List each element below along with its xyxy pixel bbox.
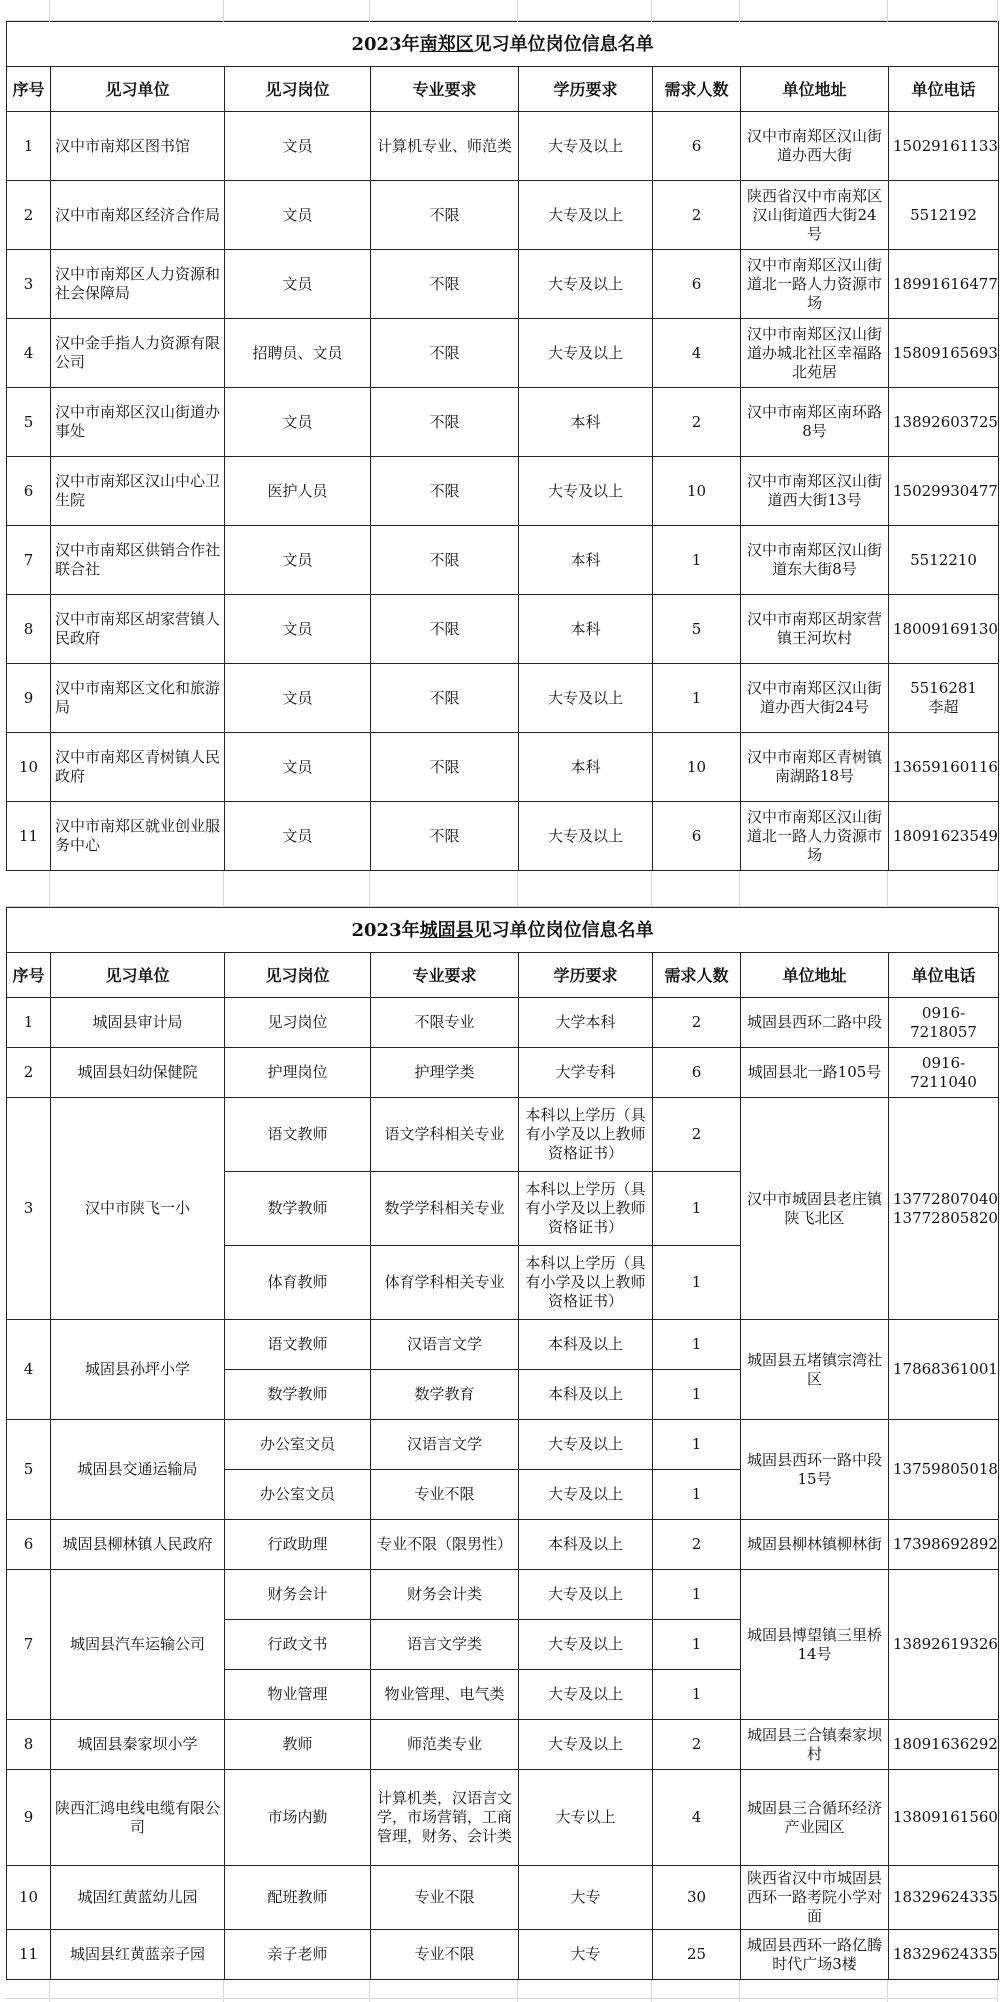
cell-edu: 大专及以上 xyxy=(519,1620,653,1670)
tel-line: 13772807040 xyxy=(893,1189,998,1208)
cell-post: 财务会计 xyxy=(225,1570,371,1620)
cell-edu: 本科 xyxy=(519,526,653,595)
cell-count: 1 xyxy=(653,1570,741,1620)
cell-no: 7 xyxy=(7,526,51,595)
cell-post: 行政助理 xyxy=(225,1520,371,1570)
cell-major: 专业不限 xyxy=(371,1930,519,1980)
cell-unit: 陕西汇鸿电线电缆有限公司 xyxy=(51,1770,225,1866)
cell-no: 5 xyxy=(7,388,51,457)
cell-count: 1 xyxy=(653,1670,741,1720)
cell-count: 2 xyxy=(653,1720,741,1770)
cell-tel xyxy=(889,664,999,733)
col-header: 见习岗位 xyxy=(225,67,371,112)
cell-post: 办公室文员 xyxy=(225,1470,371,1520)
cell-tel: 18329624335 xyxy=(889,1866,999,1930)
empty-grid-row xyxy=(6,871,998,907)
cell-no: 2 xyxy=(7,1048,51,1098)
cell-count: 4 xyxy=(653,319,741,388)
table-row xyxy=(7,319,999,388)
cell-count: 1 xyxy=(653,1370,741,1420)
cell-no: 7 xyxy=(7,1570,51,1720)
cell-post: 文员 xyxy=(225,250,371,319)
nanzheng-table xyxy=(6,21,999,871)
cell-post: 办公室文员 xyxy=(225,1420,371,1470)
cell-post: 文员 xyxy=(225,112,371,181)
cell-no: 6 xyxy=(7,457,51,526)
cell-unit: 汉中金手指人力资源有限公司 xyxy=(51,319,225,388)
cell-count: 4 xyxy=(653,1770,741,1866)
cell-no: 1 xyxy=(7,998,51,1048)
table-title: 2023年南郑区见习单位岗位信息名单 xyxy=(7,22,999,67)
cell-post: 体育教师 xyxy=(225,1246,371,1320)
cell-unit: 城固县柳林镇人民政府 xyxy=(51,1520,225,1570)
cell-unit: 汉中市陕飞一小 xyxy=(51,1098,225,1320)
cell-post: 文员 xyxy=(225,595,371,664)
table-row xyxy=(7,1098,999,1172)
cell-no: 8 xyxy=(7,595,51,664)
cell-count: 1 xyxy=(653,1172,741,1246)
col-header: 序号 xyxy=(7,67,51,112)
cell-addr: 城固县五堵镇宗湾社区 xyxy=(741,1320,889,1420)
cell-tel: 13809161560 xyxy=(889,1770,999,1866)
table-row xyxy=(7,1866,999,1930)
cell-post: 教师 xyxy=(225,1720,371,1770)
cell-count: 25 xyxy=(653,1930,741,1980)
cell-tel: 13759805018 xyxy=(889,1420,999,1520)
cell-major: 汉语言文学 xyxy=(371,1320,519,1370)
cell-count: 6 xyxy=(653,112,741,181)
cell-addr: 汉中市南郑区汉山街道办西大街24号 xyxy=(741,664,889,733)
cell-addr: 城固县西环一路中段15号 xyxy=(741,1420,889,1520)
cell-tel: 5512192 xyxy=(889,181,999,250)
cell-count: 2 xyxy=(653,1520,741,1570)
cell-no: 3 xyxy=(7,1098,51,1320)
cell-post: 文员 xyxy=(225,526,371,595)
cell-edu: 本科及以上 xyxy=(519,1370,653,1420)
header-row xyxy=(7,67,999,112)
cell-post: 招聘员、文员 xyxy=(225,319,371,388)
cell-edu: 大专及以上 xyxy=(519,802,653,871)
tel-contact: 李超 xyxy=(928,698,959,716)
cell-major: 语言文学类 xyxy=(371,1620,519,1670)
col-header: 专业要求 xyxy=(371,953,519,998)
col-header: 单位电话 xyxy=(889,953,999,998)
cell-count: 6 xyxy=(653,1048,741,1098)
cell-count: 6 xyxy=(653,802,741,871)
cell-edu: 大专 xyxy=(519,1866,653,1930)
tel-line: 13772805820 xyxy=(893,1208,998,1227)
cell-addr: 城固县西环二路中段 xyxy=(741,998,889,1048)
chenggu-table xyxy=(6,907,999,1980)
cell-no: 4 xyxy=(7,319,51,388)
table-row xyxy=(7,1570,999,1620)
cell-edu: 大专及以上 xyxy=(519,250,653,319)
table-row xyxy=(7,1930,999,1980)
cell-addr: 城固县西环一路亿腾时代广场3楼 xyxy=(741,1930,889,1980)
cell-major: 数学学科相关专业 xyxy=(371,1172,519,1246)
cell-tel: 5512210 xyxy=(889,526,999,595)
cell-addr: 汉中市城固县老庄镇陕飞北区 xyxy=(741,1098,889,1320)
table-row xyxy=(7,250,999,319)
cell-unit: 汉中市南郑区供销合作社联合社 xyxy=(51,526,225,595)
cell-count: 5 xyxy=(653,595,741,664)
cell-unit: 汉中市南郑区图书馆 xyxy=(51,112,225,181)
cell-addr: 汉中市南郑区青树镇南湖路18号 xyxy=(741,733,889,802)
table-row xyxy=(7,1420,999,1470)
cell-count: 2 xyxy=(653,181,741,250)
cell-tel: 18009169130 xyxy=(889,595,999,664)
cell-unit: 城固县交通运输局 xyxy=(51,1420,225,1520)
col-header: 学历要求 xyxy=(519,67,653,112)
cell-no: 11 xyxy=(7,1930,51,1980)
cell-post: 文员 xyxy=(225,181,371,250)
col-header: 需求人数 xyxy=(653,67,741,112)
cell-count: 6 xyxy=(653,250,741,319)
cell-unit: 汉中市南郑区经济合作局 xyxy=(51,181,225,250)
cell-tel: 15029161133 xyxy=(889,112,999,181)
col-header: 单位电话 xyxy=(889,67,999,112)
cell-post: 文员 xyxy=(225,802,371,871)
cell-unit: 汉中市南郑区汉山街道办事处 xyxy=(51,388,225,457)
cell-major: 体育学科相关专业 xyxy=(371,1246,519,1320)
cell-unit: 汉中市南郑区青树镇人民政府 xyxy=(51,733,225,802)
table-row xyxy=(7,457,999,526)
cell-edu: 大专及以上 xyxy=(519,457,653,526)
cell-edu: 大专及以上 xyxy=(519,1470,653,1520)
cell-count: 10 xyxy=(653,733,741,802)
cell-addr: 汉中市南郑区汉山街道西大街13号 xyxy=(741,457,889,526)
cell-unit: 城固县秦家坝小学 xyxy=(51,1720,225,1770)
cell-addr: 城固县博望镇三里桥14号 xyxy=(741,1570,889,1720)
cell-addr: 陕西省汉中市城固县西环一路考院小学对面 xyxy=(741,1866,889,1930)
cell-edu: 大学本科 xyxy=(519,998,653,1048)
cell-unit: 城固县孙坪小学 xyxy=(51,1320,225,1420)
cell-major: 汉语言文学 xyxy=(371,1420,519,1470)
cell-unit: 汉中市南郑区胡家营镇人民政府 xyxy=(51,595,225,664)
cell-unit: 汉中市南郑区汉山中心卫生院 xyxy=(51,457,225,526)
cell-post: 护理岗位 xyxy=(225,1048,371,1098)
cell-post: 市场内勤 xyxy=(225,1770,371,1866)
col-header: 单位地址 xyxy=(741,953,889,998)
table-row xyxy=(7,664,999,733)
cell-addr: 城固县北一路105号 xyxy=(741,1048,889,1098)
col-header: 学历要求 xyxy=(519,953,653,998)
cell-tel: 13659160116 xyxy=(889,733,999,802)
table-row xyxy=(7,998,999,1048)
cell-post: 文员 xyxy=(225,733,371,802)
cell-edu: 大专及以上 xyxy=(519,1670,653,1720)
table-title: 2023年城固县见习单位岗位信息名单 xyxy=(7,908,999,953)
cell-addr: 陕西省汉中市南郑区汉山街道西大街24号 xyxy=(741,181,889,250)
cell-addr: 汉中市南郑区汉山街道北一路人力资源市场 xyxy=(741,802,889,871)
cell-no: 9 xyxy=(7,1770,51,1866)
cell-major: 物业管理、电气类 xyxy=(371,1670,519,1720)
cell-major: 不限 xyxy=(371,526,519,595)
cell-major: 不限 xyxy=(371,802,519,871)
cell-count: 30 xyxy=(653,1866,741,1930)
col-header: 序号 xyxy=(7,953,51,998)
cell-edu: 大专及以上 xyxy=(519,1720,653,1770)
table-row xyxy=(7,595,999,664)
cell-edu: 本科及以上 xyxy=(519,1520,653,1570)
cell-unit: 汉中市南郑区文化和旅游局 xyxy=(51,664,225,733)
cell-addr: 城固县柳林镇柳林街 xyxy=(741,1520,889,1570)
cell-no: 2 xyxy=(7,181,51,250)
cell-addr: 汉中市南郑区汉山街道东大街8号 xyxy=(741,526,889,595)
cell-tel: 0916-7211040 xyxy=(889,1048,999,1098)
table-row xyxy=(7,1770,999,1866)
cell-major: 不限 xyxy=(371,733,519,802)
table-row xyxy=(7,1320,999,1370)
cell-tel: 17398692892 xyxy=(889,1520,999,1570)
col-header: 见习岗位 xyxy=(225,953,371,998)
table-row xyxy=(7,526,999,595)
cell-tel: 18091636292 xyxy=(889,1720,999,1770)
cell-edu: 大专 xyxy=(519,1930,653,1980)
cell-post: 医护人员 xyxy=(225,457,371,526)
cell-count: 1 xyxy=(653,1420,741,1470)
cell-no: 6 xyxy=(7,1520,51,1570)
cell-edu: 本科 xyxy=(519,733,653,802)
cell-major: 不限 xyxy=(371,457,519,526)
cell-major: 计算机类，汉语言文学，市场营销，工商管理，财务、会计类 xyxy=(371,1770,519,1866)
cell-major: 不限 xyxy=(371,319,519,388)
col-header: 需求人数 xyxy=(653,953,741,998)
col-header: 专业要求 xyxy=(371,67,519,112)
table-row xyxy=(7,1520,999,1570)
cell-count: 1 xyxy=(653,1320,741,1370)
table-row xyxy=(7,1048,999,1098)
cell-post: 语文教师 xyxy=(225,1098,371,1172)
cell-major: 数学教育 xyxy=(371,1370,519,1420)
cell-edu: 本科以上学历（具有小学及以上教师资格证书） xyxy=(519,1172,653,1246)
cell-post: 亲子老师 xyxy=(225,1930,371,1980)
cell-addr: 汉中市南郑区南环路8号 xyxy=(741,388,889,457)
cell-post: 物业管理 xyxy=(225,1670,371,1720)
cell-post: 数学教师 xyxy=(225,1370,371,1420)
cell-major: 不限 xyxy=(371,595,519,664)
cell-edu: 大专及以上 xyxy=(519,664,653,733)
cell-post: 见习岗位 xyxy=(225,998,371,1048)
tel-line: 5516281 xyxy=(910,679,977,697)
cell-major: 专业不限（限男性） xyxy=(371,1520,519,1570)
cell-major: 不限 xyxy=(371,181,519,250)
table-row xyxy=(7,181,999,250)
cell-count: 1 xyxy=(653,526,741,595)
cell-unit: 城固县红黄蓝亲子园 xyxy=(51,1930,225,1980)
cell-tel: 0916-7218057 xyxy=(889,998,999,1048)
cell-count: 1 xyxy=(653,1620,741,1670)
cell-major: 不限 xyxy=(371,664,519,733)
cell-major: 不限 xyxy=(371,250,519,319)
cell-count: 1 xyxy=(653,1246,741,1320)
cell-edu: 大专及以上 xyxy=(519,1420,653,1470)
table-row xyxy=(7,733,999,802)
cell-major: 专业不限 xyxy=(371,1470,519,1520)
cell-tel: 13892619326 xyxy=(889,1570,999,1720)
region-name: 南郑区 xyxy=(419,33,474,55)
cell-addr: 汉中市南郑区汉山街道办城北社区幸福路北苑居 xyxy=(741,319,889,388)
cell-addr: 汉中市南郑区胡家营镇王河坎村 xyxy=(741,595,889,664)
cell-edu: 本科以上学历（具有小学及以上教师资格证书） xyxy=(519,1098,653,1172)
cell-major: 不限专业 xyxy=(371,998,519,1048)
cell-tel: 18329624335 xyxy=(889,1930,999,1980)
cell-post: 文员 xyxy=(225,388,371,457)
cell-post: 数学教师 xyxy=(225,1172,371,1246)
cell-edu: 大专及以上 xyxy=(519,181,653,250)
cell-count: 2 xyxy=(653,1098,741,1172)
col-header: 见习单位 xyxy=(51,67,225,112)
cell-count: 10 xyxy=(653,457,741,526)
cell-no: 5 xyxy=(7,1420,51,1520)
empty-grid-row xyxy=(6,0,998,21)
cell-no: 1 xyxy=(7,112,51,181)
cell-tel: 15029930477 xyxy=(889,457,999,526)
cell-unit: 汉中市南郑区人力资源和社会保障局 xyxy=(51,250,225,319)
cell-tel: 18091623549 xyxy=(889,802,999,871)
cell-major: 语文学科相关专业 xyxy=(371,1098,519,1172)
cell-no: 10 xyxy=(7,1866,51,1930)
table-row xyxy=(7,112,999,181)
table-row xyxy=(7,802,999,871)
cell-count: 1 xyxy=(653,664,741,733)
cell-major: 师范类专业 xyxy=(371,1720,519,1770)
cell-count: 2 xyxy=(653,388,741,457)
cell-edu: 大专以上 xyxy=(519,1770,653,1866)
table-row xyxy=(7,388,999,457)
cell-count: 1 xyxy=(653,1470,741,1520)
col-header: 见习单位 xyxy=(51,953,225,998)
cell-major: 不限 xyxy=(371,388,519,457)
cell-major: 护理学类 xyxy=(371,1048,519,1098)
cell-edu: 本科 xyxy=(519,388,653,457)
cell-addr: 汉中市南郑区汉山街道北一路人力资源市场 xyxy=(741,250,889,319)
cell-edu: 大专及以上 xyxy=(519,1570,653,1620)
cell-unit: 城固县妇幼保健院 xyxy=(51,1048,225,1098)
cell-no: 9 xyxy=(7,664,51,733)
table-row xyxy=(7,1720,999,1770)
cell-edu: 本科以上学历（具有小学及以上教师资格证书） xyxy=(519,1246,653,1320)
cell-unit: 城固县汽车运输公司 xyxy=(51,1570,225,1720)
cell-edu: 大专及以上 xyxy=(519,112,653,181)
cell-post: 配班教师 xyxy=(225,1866,371,1930)
cell-no: 4 xyxy=(7,1320,51,1420)
cell-addr: 城固县三合镇秦家坝村 xyxy=(741,1720,889,1770)
cell-post: 行政文书 xyxy=(225,1620,371,1670)
region-name: 城固县 xyxy=(419,919,474,941)
cell-tel: 17868361001 xyxy=(889,1320,999,1420)
cell-unit: 城固红黄蓝幼儿园 xyxy=(51,1866,225,1930)
cell-tel: 15809165693 xyxy=(889,319,999,388)
spreadsheet xyxy=(6,0,998,1999)
cell-edu: 大学专科 xyxy=(519,1048,653,1098)
cell-no: 8 xyxy=(7,1720,51,1770)
cell-no: 11 xyxy=(7,802,51,871)
cell-no: 3 xyxy=(7,250,51,319)
cell-major: 计算机专业、师范类 xyxy=(371,112,519,181)
cell-addr: 城固县三合循环经济产业园区 xyxy=(741,1770,889,1866)
cell-tel xyxy=(889,1098,999,1320)
header-row xyxy=(7,953,999,998)
cell-tel: 13892603725 xyxy=(889,388,999,457)
cell-major: 财务会计类 xyxy=(371,1570,519,1620)
cell-edu: 大专及以上 xyxy=(519,319,653,388)
cell-edu: 本科 xyxy=(519,595,653,664)
cell-count: 2 xyxy=(653,998,741,1048)
cell-post: 语文教师 xyxy=(225,1320,371,1370)
cell-addr: 汉中市南郑区汉山街道办西大街 xyxy=(741,112,889,181)
col-header: 单位地址 xyxy=(741,67,889,112)
cell-unit: 汉中市南郑区就业创业服务中心 xyxy=(51,802,225,871)
cell-unit: 城固县审计局 xyxy=(51,998,225,1048)
cell-edu: 本科及以上 xyxy=(519,1320,653,1370)
cell-major: 专业不限 xyxy=(371,1866,519,1930)
cell-no: 10 xyxy=(7,733,51,802)
cell-tel: 18991616477 xyxy=(889,250,999,319)
cell-post: 文员 xyxy=(225,664,371,733)
